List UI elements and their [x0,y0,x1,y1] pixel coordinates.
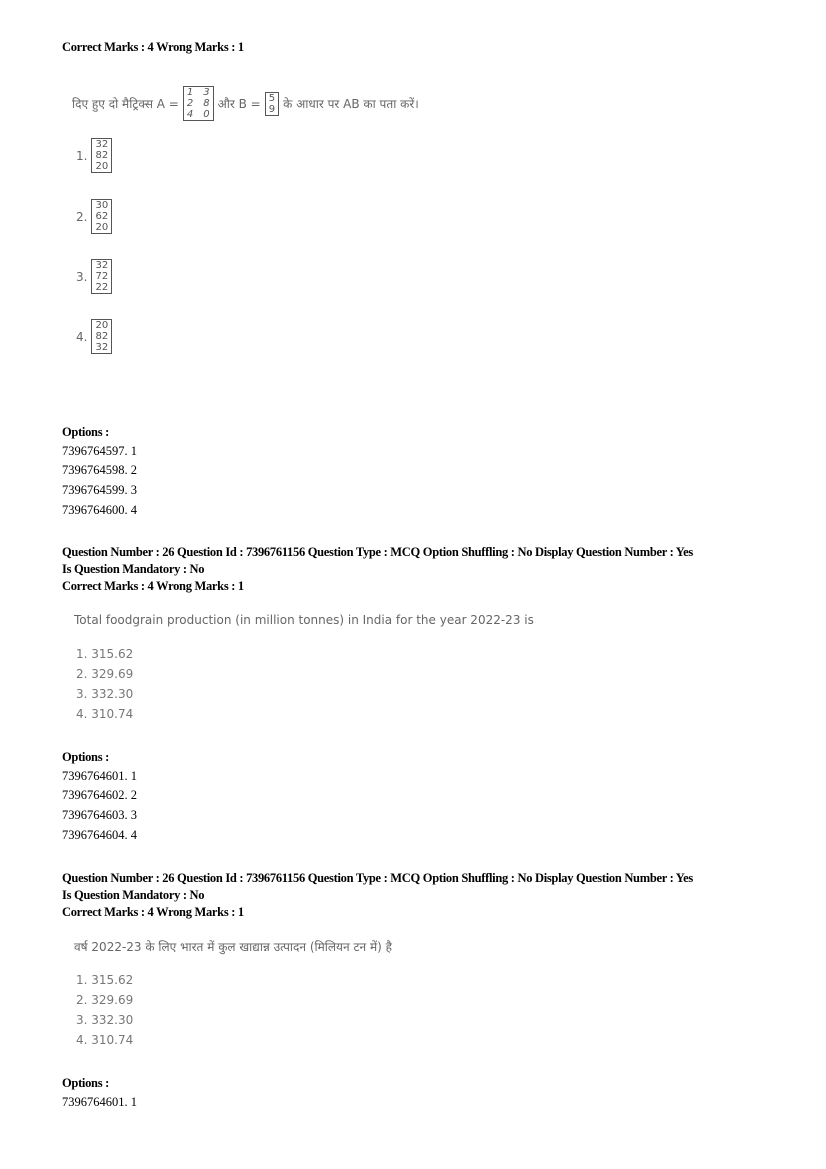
choices [76,970,133,1050]
question-part: और B = [217,97,261,111]
choice: 2. 329.69 [76,993,134,1007]
marks-line: Correct Marks : 4 Wrong Marks : 1 [62,905,244,919]
question-header: Question Number : 26 Question Id : 7396761156 Question Type : MCQ Option Shuffling : No Display Question Number : Yes [62,545,693,559]
option-id: 7396764604. 4 [62,828,137,842]
choice: 1. 315.62 [76,973,134,987]
cell: 20 [95,161,109,172]
cell: 30 [95,200,109,211]
cell: 5 [268,92,276,104]
marks-line: Correct Marks : 4 Wrong Marks : 1 [62,579,244,593]
cell: 82 [95,331,109,342]
cell: 32 [95,139,109,150]
cell: 1 [186,87,194,98]
choices [76,644,133,724]
cell: 4 [186,109,194,120]
choice: 1. 315.62 [76,647,134,661]
option-id: 7396764598. 2 [62,463,137,477]
option-id: 7396764601. 1 [62,769,137,783]
options-label: Options : [62,1076,109,1090]
cell: 62 [95,211,109,222]
choice-number: 4. [76,329,88,344]
cell: 0 [203,109,210,120]
question-part: दिए हुए दो मैट्रिक्स A = [72,97,179,111]
question-text [72,86,419,121]
cell: 3 [203,87,210,98]
choice-matrix [91,319,112,354]
matrix-a [183,86,214,121]
cell: 32 [95,342,109,353]
option-id: 7396764597. 1 [62,444,137,458]
options-label: Options : [62,750,109,764]
option-id: 7396764603. 3 [62,808,137,822]
cell: 20 [95,222,109,233]
options-label: Options : [62,425,109,439]
cell: 72 [95,271,109,282]
cell: 22 [95,282,109,293]
choice: 4. 310.74 [76,1033,134,1047]
mandatory-line: Is Question Mandatory : No [62,888,205,902]
mandatory-line: Is Question Mandatory : No [62,562,205,576]
choice-matrix [91,138,112,173]
matrix-b [265,92,279,116]
question-text: वर्ष 2022-23 के लिए भारत में कुल खाद्यान्न उत्पादन (मिलियन टन में) है [74,940,393,954]
option-id: 7396764600. 4 [62,503,137,517]
choice-number: 1. [76,148,88,163]
option-id: 7396764599. 3 [62,483,137,497]
choice-2 [76,199,112,234]
cell: 9 [268,103,276,115]
cell: 8 [203,98,210,109]
cell: 20 [95,320,109,331]
cell: 32 [95,260,109,271]
cell: 82 [95,150,109,161]
choice-number: 3. [76,269,88,284]
option-id: 7396764601. 1 [62,1095,137,1109]
cell: 2 [186,98,194,109]
choice-matrix [91,259,112,294]
choice-4 [76,319,112,354]
choice: 3. 332.30 [76,1013,134,1027]
question-text: Total foodgrain production (in million tonnes) in India for the year 2022-23 is [74,613,534,627]
choice-matrix [91,199,112,234]
choice: 3. 332.30 [76,687,134,701]
choice-number: 2. [76,209,88,224]
choice: 2. 329.69 [76,667,134,681]
option-id: 7396764602. 2 [62,788,137,802]
marks-line: Correct Marks : 4 Wrong Marks : 1 [62,40,244,54]
choice-3 [76,259,112,294]
question-header: Question Number : 26 Question Id : 7396761156 Question Type : MCQ Option Shuffling : No Display Question Number : Yes [62,871,693,885]
choice: 4. 310.74 [76,707,134,721]
choice-1 [76,138,112,173]
question-part: के आधार पर AB का पता करें। [283,97,419,111]
